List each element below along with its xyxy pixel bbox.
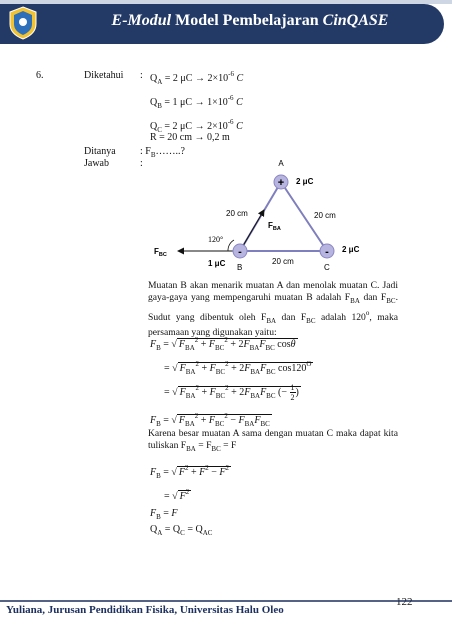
- given-qa: $Q_A = 2$ $\mu C \to 2\times 10^{-6}$ C: [150, 70, 244, 86]
- side-bc-label: 20 cm: [272, 257, 294, 266]
- equation-5: $F_B$ = √ $F^2 + F^2 - F^2$: [150, 464, 230, 480]
- module-title: [60, 12, 440, 30]
- equation-2: = √ $F_{BA}^2 + F_{BC}^2 + 2F_{BA}F_{BC}$ $\cos 120^O$: [164, 360, 312, 376]
- side-ab-label: 20 cm: [226, 209, 248, 218]
- equation-3: = √ $F_{BA}^2 + F_{BC}^2 + 2F_{BA}F_{BC}$ (− $\frac{1}{2}$ ): [164, 383, 299, 403]
- given-r: R = 20 cm → 0,2 m: [150, 132, 230, 143]
- asked-label: Ditanya: [84, 146, 116, 157]
- given-qb: $Q_B = 1$ $\mu C \to 1\times 10^{-6}$ C: [150, 94, 243, 110]
- angle-label: 120°: [208, 235, 224, 244]
- label-a: A: [278, 159, 284, 168]
- equation-4: $F_B$ = √ $F_{BA}^2 + F_{BC}^2 - F_{BA}F_{BC}$: [150, 412, 270, 428]
- explanation-paragraph-1: Muatan B akan menarik muatan A dan menolak muatan C. Jadi gaya-gaya yang mempengaruhi muatan B adalah $F_{BA}$ dan $F_{BC}$. Sudut yang dibentuk oleh $F_{BA}$ dan $F_{BC}$ adalah 120$^o$, maka persamaan yang digunakan yaitu:: [148, 280, 399, 338]
- problem-number: 6.: [36, 70, 44, 81]
- equation-8: $Q_A = Q_C = Q_{AC}$: [150, 524, 213, 537]
- given-label: Diketahui: [84, 70, 124, 81]
- title-part-1: E-Modul: [111, 12, 172, 29]
- force-ba-label: $F_{BA}$: [268, 221, 281, 232]
- answer-label: Jawab: [84, 158, 109, 169]
- label-b: B: [237, 263, 243, 272]
- sign-a: +: [277, 177, 285, 189]
- explanation-paragraph-2: Karena besar muatan A sama dengan muatan C maka dapat kita tuliskan $F_{BA} = F_{BC} = F$: [148, 428, 398, 453]
- footer-author: Yuliana, Jurusan Pendidikan Fisika, Universitas Halu Oleo: [6, 604, 284, 616]
- sign-c: -: [325, 246, 329, 258]
- given-colon: :: [140, 70, 143, 81]
- page-number: 122: [396, 596, 413, 608]
- title-part-2: Model Pembelajaran: [171, 12, 323, 29]
- title-part-3: CinQASE: [322, 12, 389, 29]
- equation-6: = √ $F^2$: [164, 488, 190, 502]
- charge-b-value: 1 μC: [208, 259, 226, 268]
- charge-c-value: 2 μC: [342, 245, 360, 254]
- sign-b: -: [238, 246, 242, 258]
- label-c: C: [324, 263, 330, 272]
- triangle-force-diagram: [140, 158, 400, 278]
- charge-a-value: 2 μC: [296, 177, 314, 186]
- asked-value: : $F_B\dots\dots$..?: [140, 146, 185, 159]
- force-bc-label: $F_{BC}$: [154, 247, 167, 258]
- given-qc: $Q_C = 2$ $\mu C \to 2\times 10^{-6}$ C: [150, 118, 243, 134]
- university-logo-icon: [8, 6, 38, 40]
- side-ac-label: 20 cm: [314, 211, 336, 220]
- equation-1: $F_B$ = √ $F_{BA}^2 + F_{BC}^2 + 2F_{BA}F_{BC}$ cosθ: [150, 336, 296, 352]
- equation-7: $F_B = F$: [150, 508, 178, 521]
- page-header: [0, 0, 452, 48]
- answer-colon: :: [140, 158, 143, 169]
